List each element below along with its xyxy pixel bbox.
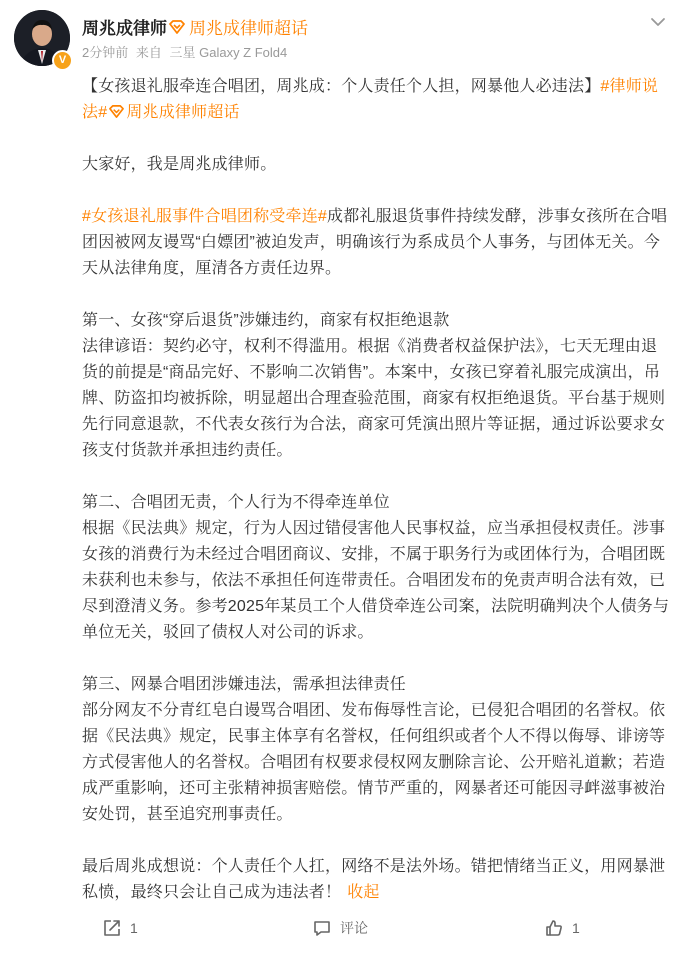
section-1-body: 法律谚语：契约必守，权利不得滥用。根据《消费者权益保护法》，七天无理由退货的前提是“商品完好、不影响二次销售”。本案中，女孩已穿着礼服完成演出，吊牌、防盗扣均被拆除，明显超出合理查验范围，商家有权拒绝退货。平台基于规则先行同意退款，不代表女孩行为合法，商家可凭演出照片等证据，通过诉讼要求女孩支付货款并承担违约责任。 xyxy=(82,338,666,459)
action-bar xyxy=(0,912,690,946)
like-button[interactable] xyxy=(544,918,580,938)
closing-paragraph xyxy=(82,854,672,906)
comment-icon xyxy=(312,918,332,938)
source-prefix: 来自 xyxy=(135,45,162,60)
closing-text: 最后周兆成想说：个人责任个人扛，网络不是法外场。错把情绪当正义，用网暴泄私愤，最终只会让自己成为违法者！ xyxy=(82,858,666,901)
tag-lawyer-speaks[interactable]: #律师说法# xyxy=(82,78,659,121)
supertopic-link-label: 周兆成律师超话 xyxy=(126,104,240,121)
supertopic-icon xyxy=(108,104,125,119)
tag-dress-return-event[interactable]: #女孩退礼服事件合唱团称受牵连# xyxy=(82,208,327,225)
supertopic-icon xyxy=(168,19,186,35)
chevron-down-icon[interactable] xyxy=(648,12,668,32)
author-name[interactable]: 周兆成律师 xyxy=(82,19,167,38)
supertopic-badge[interactable] xyxy=(168,14,308,39)
post-time: 2分钟前 xyxy=(82,45,129,60)
like-count: 1 xyxy=(572,920,580,936)
post-title: 【女孩退礼服牵连合唱团，周兆成：个人责任个人担，网暴他人必违法】 xyxy=(82,78,601,95)
section-2-body: 根据《民法典》规定，行为人因过错侵害他人民事权益，应当承担侵权责任。涉事女孩的消费行为未经过合唱团商议、安排，不属于职务行为或团体行为，合唱团既未获利也未参与，依法不承担任何连带责任。合唱团发布的免责声明合法有效，已尽到澄清义务。参考2025年某员工个人借贷牵连公司案，法院明确判决个人债务与单位无关，驳回了债权人对公司的诉求。 xyxy=(82,520,670,641)
repost-count: 1 xyxy=(130,920,138,936)
comment-label: 评论 xyxy=(340,920,368,936)
verified-badge-icon: V xyxy=(52,50,73,71)
section-2-heading: 第二、合唱团无责，个人行为不得牵连单位 xyxy=(82,494,390,511)
greeting: 大家好，我是周兆成律师。 xyxy=(82,156,277,173)
post-meta xyxy=(82,42,291,61)
intro-paragraph xyxy=(82,204,672,282)
like-icon xyxy=(544,918,564,938)
intro-text: 成都礼服退货事件持续发酵，涉事女孩所在合唱团因被网友谩骂“白嫖团”被迫发声，明确该行为系成员个人事务，与团体无关。今天从法律角度，厘清各方责任边界。 xyxy=(82,208,668,277)
comment-button[interactable] xyxy=(312,918,368,938)
post-title-paragraph xyxy=(82,74,672,126)
section-3-heading: 第三、网暴合唱团涉嫌违法，需承担法律责任 xyxy=(82,676,407,693)
section-1-heading: 第一、女孩“穿后退货”涉嫌违约，商家有权拒绝退款 xyxy=(82,312,450,329)
repost-icon xyxy=(102,918,122,938)
source-device: 三星 Galaxy Z Fold4 xyxy=(169,45,288,60)
supertopic-label: 周兆成律师超话 xyxy=(189,19,308,38)
section-3-body: 部分网友不分青红皂白谩骂合唱团、发布侮辱性言论，已侵犯合唱团的名誉权。依据《民法典》规定，民事主体享有名誉权，任何组织或者个人不得以侮辱、诽谤等方式侵害他人的名誉权。合唱团有权要求侵权网友删除言论、公开赔礼道歉；若造成严重影响，还可主张精神损害赔偿。情节严重的，网暴者还可能因寻衅滋事被治安处罚，甚至追究刑事责任。 xyxy=(82,702,666,823)
post-content xyxy=(82,74,672,906)
collapse-link[interactable]: 收起 xyxy=(347,884,380,901)
supertopic-link[interactable] xyxy=(107,104,239,121)
repost-button[interactable] xyxy=(102,918,138,938)
